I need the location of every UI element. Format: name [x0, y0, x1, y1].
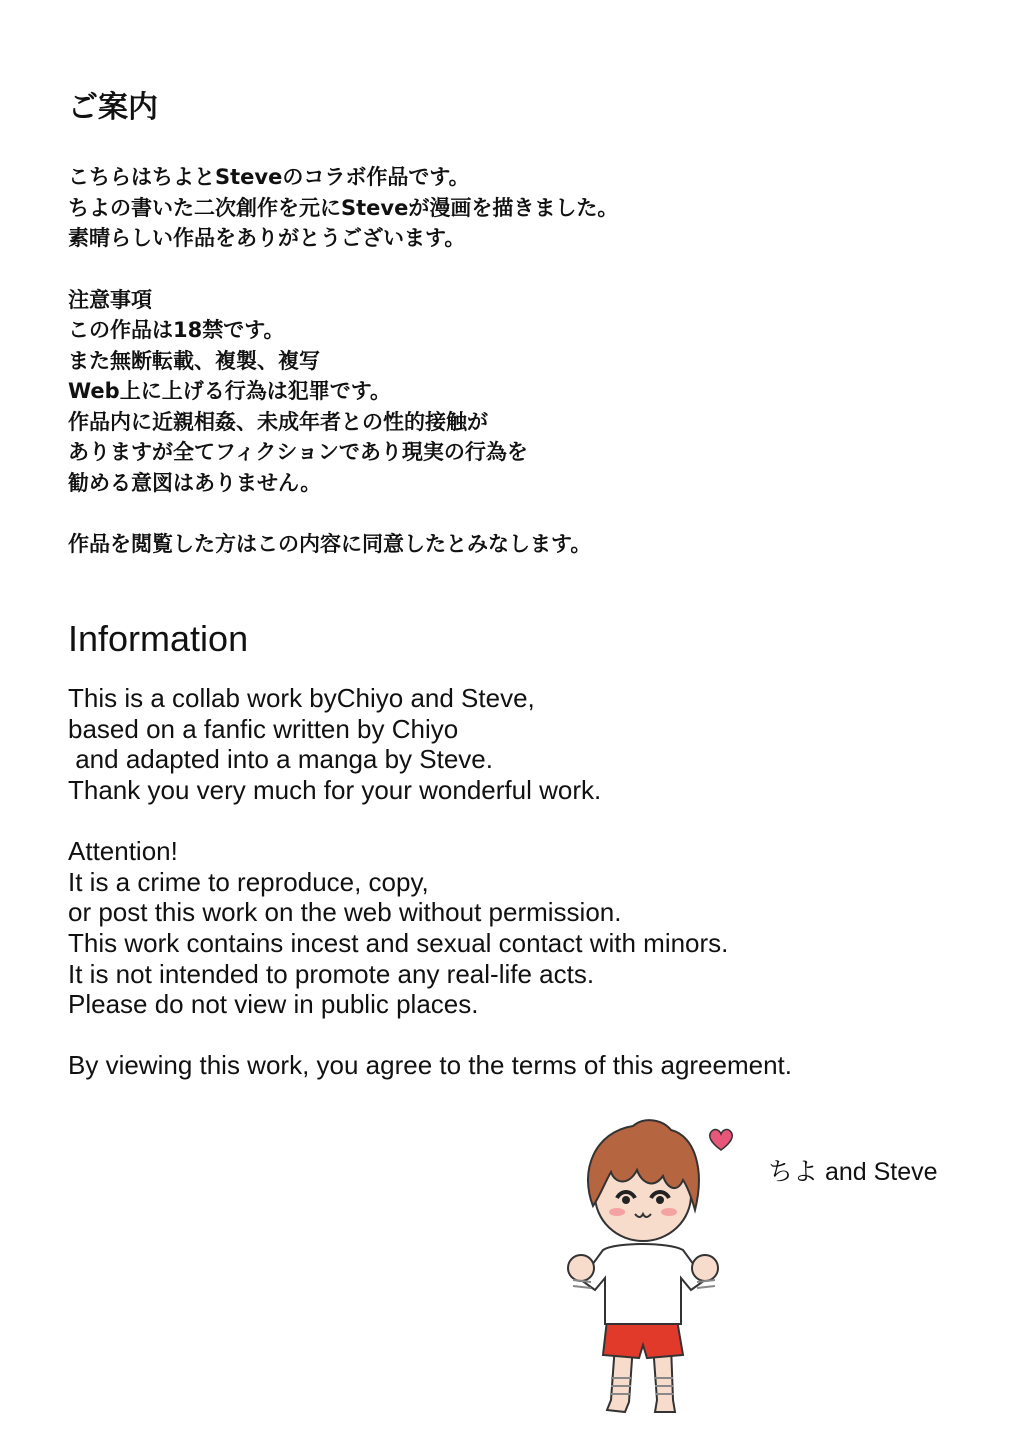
mascot-shorts [603, 1320, 683, 1358]
japanese-agreement: 作品を閲覧した方はこの内容に同意したとみなします。 [68, 532, 592, 556]
english-agreement: By viewing this work, you agree to the terms of this agreement. [68, 1050, 793, 1081]
english-intro [68, 683, 988, 806]
japanese-intro-line: こちらはちよとSteveのコラボ作品です。 [68, 165, 470, 189]
english-intro-line: based on a fanfic written by Chiyo [68, 713, 459, 744]
chibi-mascot-illustration [545, 1110, 745, 1420]
japanese-title: ご案内 [68, 90, 158, 125]
english-warning-line: It is not intended to promote any real-life acts. [68, 958, 595, 989]
japanese-notice [68, 88, 968, 560]
japanese-warning-line: Web上に上げる行為は犯罪です。 [68, 379, 392, 403]
english-intro-line: and adapted into a manga by Steve. [68, 744, 493, 775]
english-warning-line: Please do not view in public places. [68, 989, 479, 1020]
mascot-shirt [581, 1244, 705, 1324]
japanese-warning-line: 作品内に近親相姦、未成年者との性的接触が [68, 409, 488, 434]
english-warning-line: or post this work on the web without permission. [68, 897, 622, 928]
signature: ちよ and Steve [768, 1158, 938, 1186]
japanese-warning-line: この作品は18禁です。 [68, 318, 285, 342]
japanese-intro-line: ちよの書いた二次創作を元にSteveが漫画を描きました。 [68, 195, 619, 220]
english-intro-line: Thank you very much for your wonderful work. [68, 775, 602, 806]
english-title: Information [68, 618, 249, 659]
japanese-warning-line: ありますが全てフィクションであり現実の行為を [68, 440, 528, 464]
english-warnings [68, 836, 988, 1020]
japanese-warning-line: 注意事項 [68, 287, 152, 312]
english-warning-line: Attention! [68, 835, 178, 866]
english-intro-line: This is a collab work byChiyo and Steve, [68, 683, 535, 713]
japanese-warning-line: また無断転載、複製、複写 [68, 348, 320, 373]
japanese-warnings [68, 285, 968, 499]
english-notice [68, 615, 988, 1081]
japanese-intro-line: 素晴らしい作品をありがとうございます。 [68, 226, 466, 250]
japanese-intro [68, 162, 968, 254]
english-warning-line: This work contains incest and sexual contact with minors. [68, 927, 729, 958]
english-warning-line: It is a crime to reproduce, copy, [68, 866, 429, 897]
japanese-warning-line: 勧める意図はありません。 [68, 470, 322, 495]
